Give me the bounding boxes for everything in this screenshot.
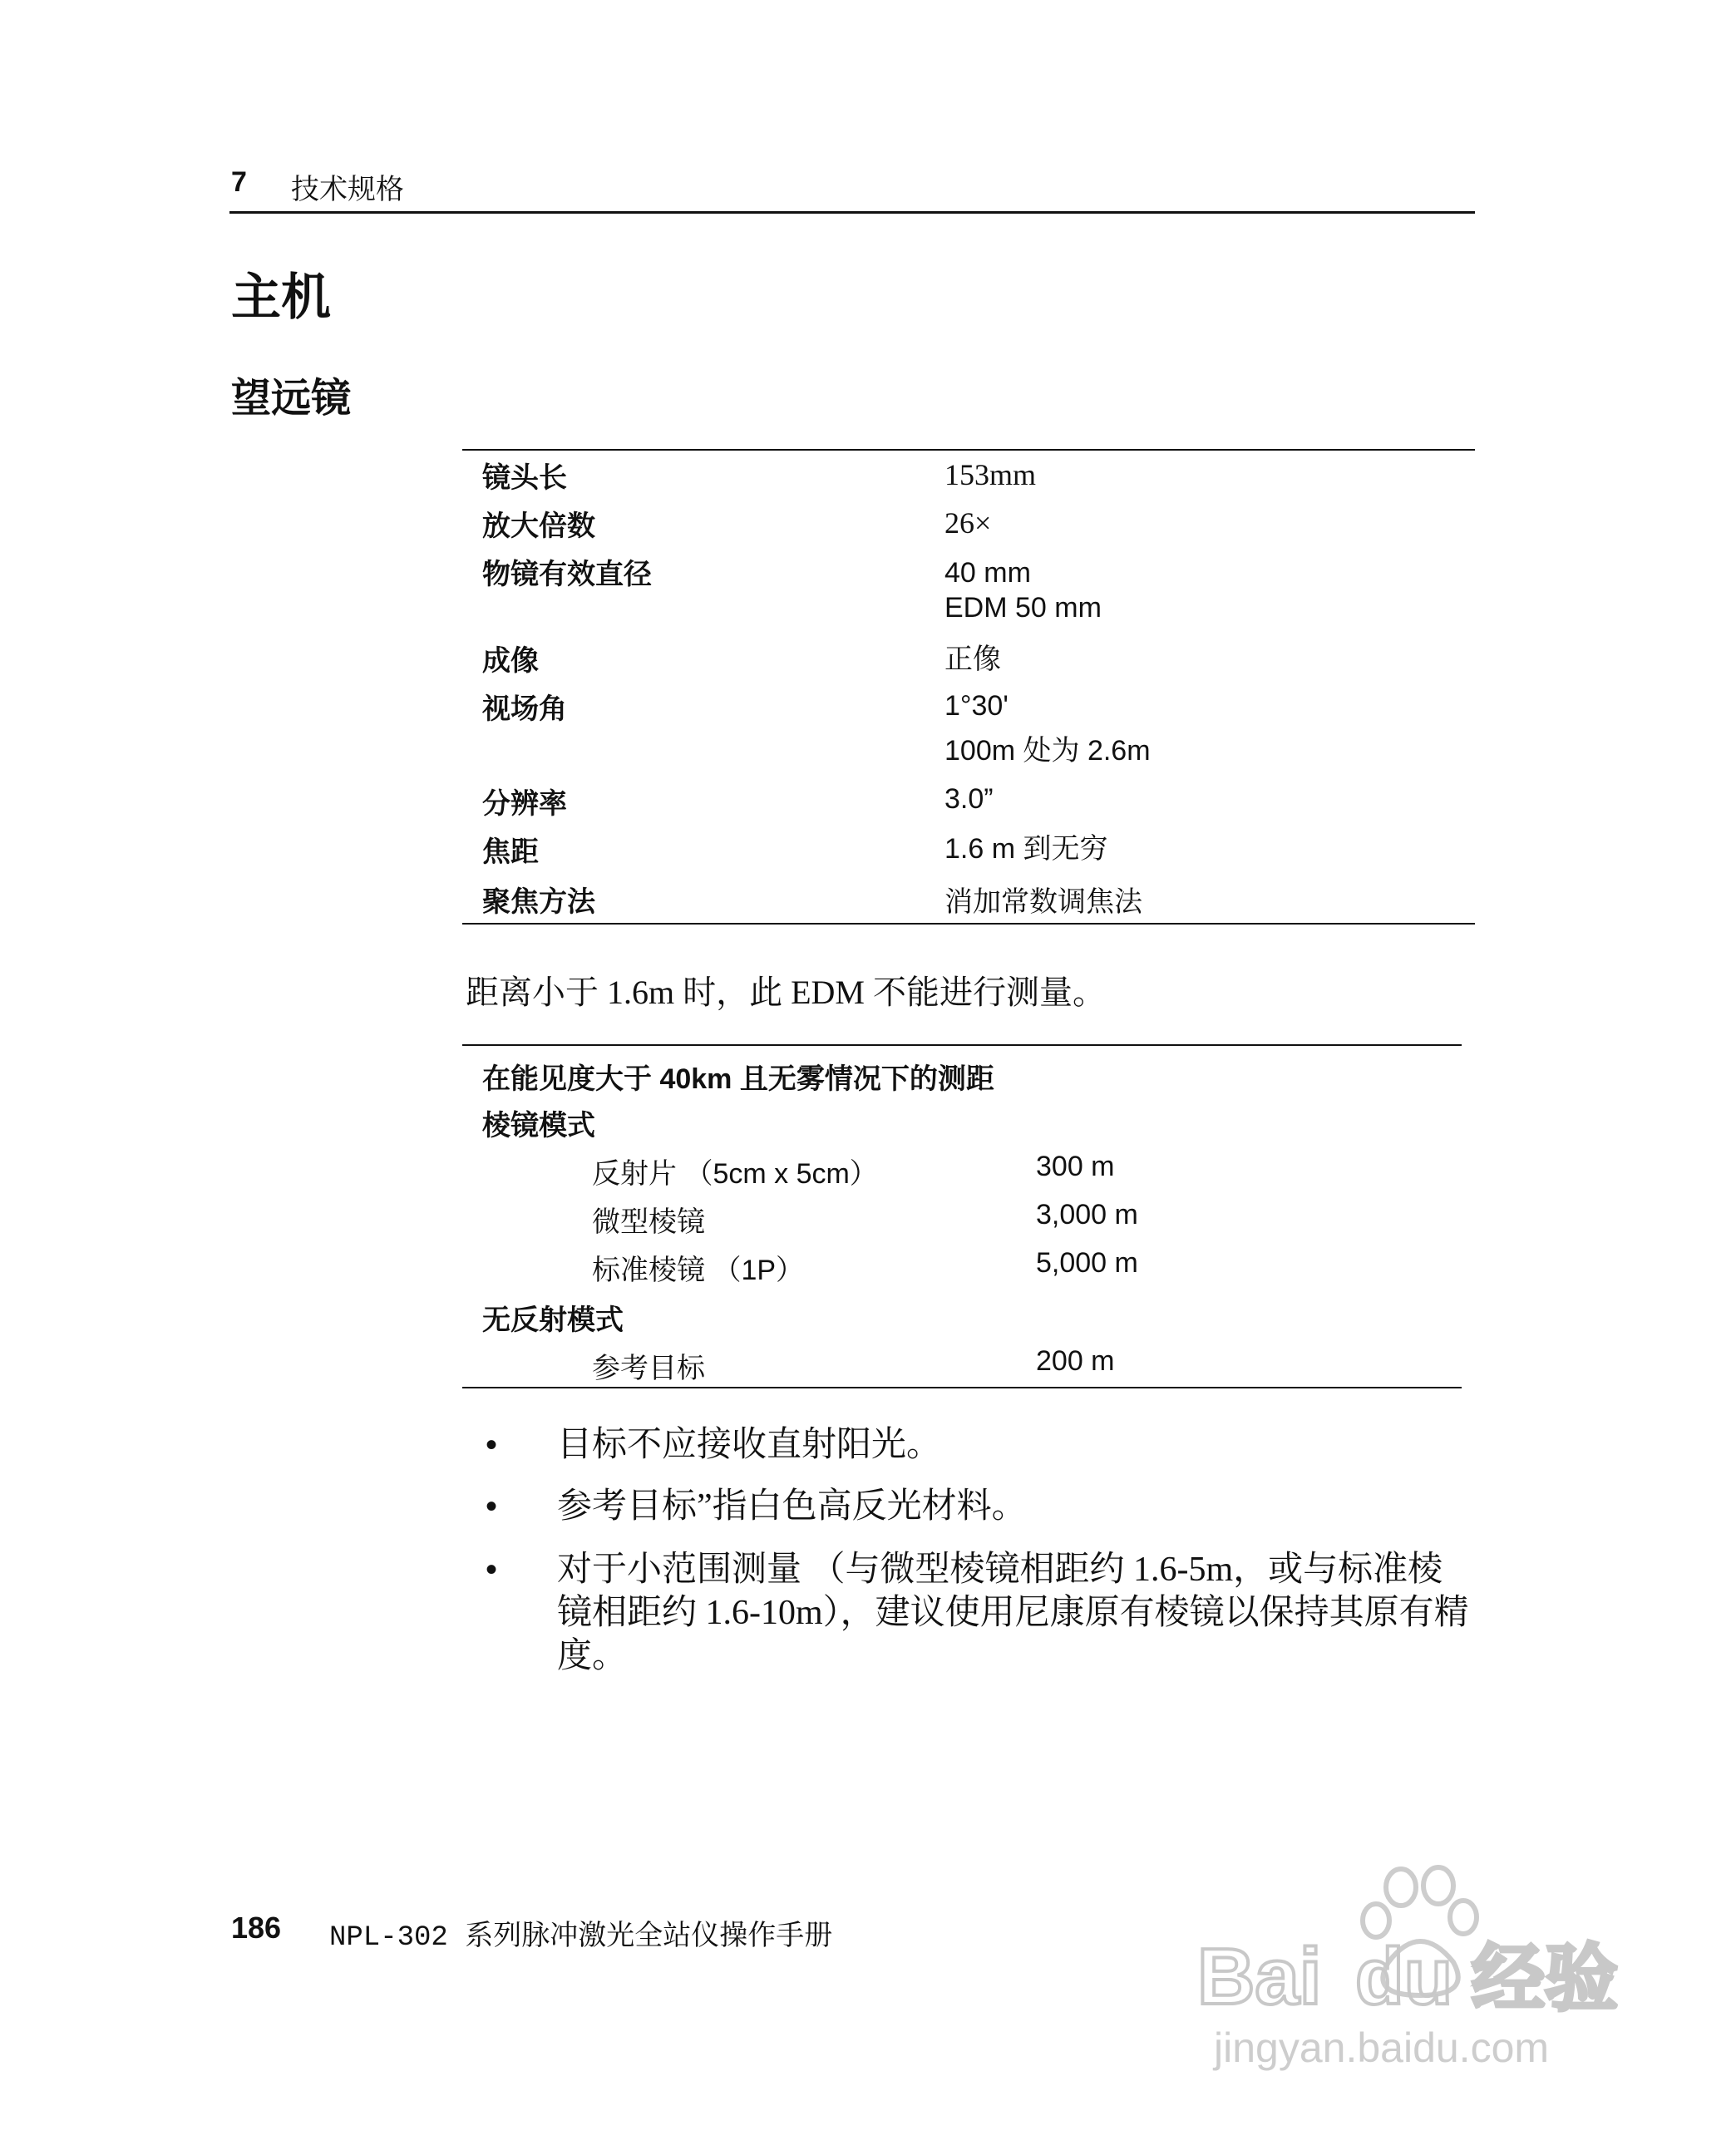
spec-value: 153mm [944, 458, 1037, 491]
bullet-text: 对于小范围测量 （与微型棱镜相距约 1.6-5m，或与标准棱镜相距约 1.6-10m），建议使用尼康原有棱镜以保持其原有精度。 [557, 1551, 1469, 1675]
edm-min-distance-note: 距离小于 1.6m 时，此 EDM 不能进行测量。 [466, 974, 1106, 1011]
spec-label: 放大倍数 [482, 510, 595, 542]
svg-text:经验: 经验 [1472, 1936, 1619, 2021]
range-value: 200 m [1036, 1345, 1115, 1377]
bullet-symbol: • [486, 1488, 498, 1525]
spec-value: 40 mm [944, 557, 1031, 589]
spec-label: 视场角 [482, 693, 567, 725]
spec-label: 物镜有效直径 [482, 559, 652, 590]
range-target: 标准棱镜 （1P） [592, 1255, 805, 1286]
prism-mode-label: 棱镜模式 [482, 1110, 595, 1142]
chapter-title: 技术规格 [291, 174, 404, 205]
page-title: 主机 [231, 269, 331, 325]
range-value: 5,000 m [1036, 1247, 1138, 1279]
spec-value: 3.0” [944, 783, 994, 815]
spec-value: 100m 处为 2.6m [944, 735, 1151, 767]
spec-label: 成像 [482, 645, 539, 677]
spec-value: EDM 50 mm [944, 592, 1102, 624]
bullet-text: 参考目标”指白色高反光材料。 [557, 1487, 1027, 1526]
baidu-jingyan-watermark [1189, 1862, 1621, 2079]
range-target: 反射片 （5cm x 5cm） [592, 1158, 878, 1190]
spec-value: 1°30' [944, 690, 1009, 722]
spec-value: 消加常数调焦法 [944, 886, 1142, 918]
spec-table-top-rule [462, 449, 1475, 451]
spec-label: 焦距 [482, 836, 539, 868]
range-table-title: 在能见度大于 40km 且无雾情况下的测距 [482, 1063, 994, 1095]
range-value: 3,000 m [1036, 1199, 1138, 1230]
spec-label: 聚焦方法 [482, 886, 595, 918]
spec-table-bottom-rule [462, 923, 1475, 925]
range-target: 参考目标 [592, 1353, 705, 1384]
svg-text:Bai: Bai [1197, 1932, 1322, 2021]
spec-value: 1.6 m 到无穷 [944, 833, 1108, 865]
bullet-symbol: • [486, 1427, 498, 1463]
page-number: 186 [231, 1911, 282, 1945]
svg-text:jingyan.baidu.com: jingyan.baidu.com [1214, 2024, 1550, 2071]
spec-label: 镜头长 [482, 462, 567, 494]
range-value: 300 m [1036, 1151, 1115, 1182]
range-table-top-rule [462, 1044, 1462, 1046]
header-rule [229, 211, 1475, 214]
spec-label: 分辨率 [482, 788, 567, 820]
reflectorless-mode-label: 无反射模式 [482, 1304, 624, 1336]
svg-text:du: du [1355, 1932, 1453, 2021]
bullet-text: 目标不应接收直射阳光。 [557, 1426, 942, 1464]
bullet-symbol: • [486, 1551, 498, 1588]
range-target: 微型棱镜 [592, 1206, 705, 1238]
spec-value: 26× [944, 506, 992, 540]
manual-title: NPL-302 系列脉冲激光全站仪操作手册 [329, 1922, 833, 1954]
range-table-bottom-rule [462, 1387, 1462, 1388]
chapter-number: 7 [231, 166, 247, 198]
section-title: 望远镜 [231, 377, 352, 421]
spec-value: 正像 [944, 644, 1001, 675]
